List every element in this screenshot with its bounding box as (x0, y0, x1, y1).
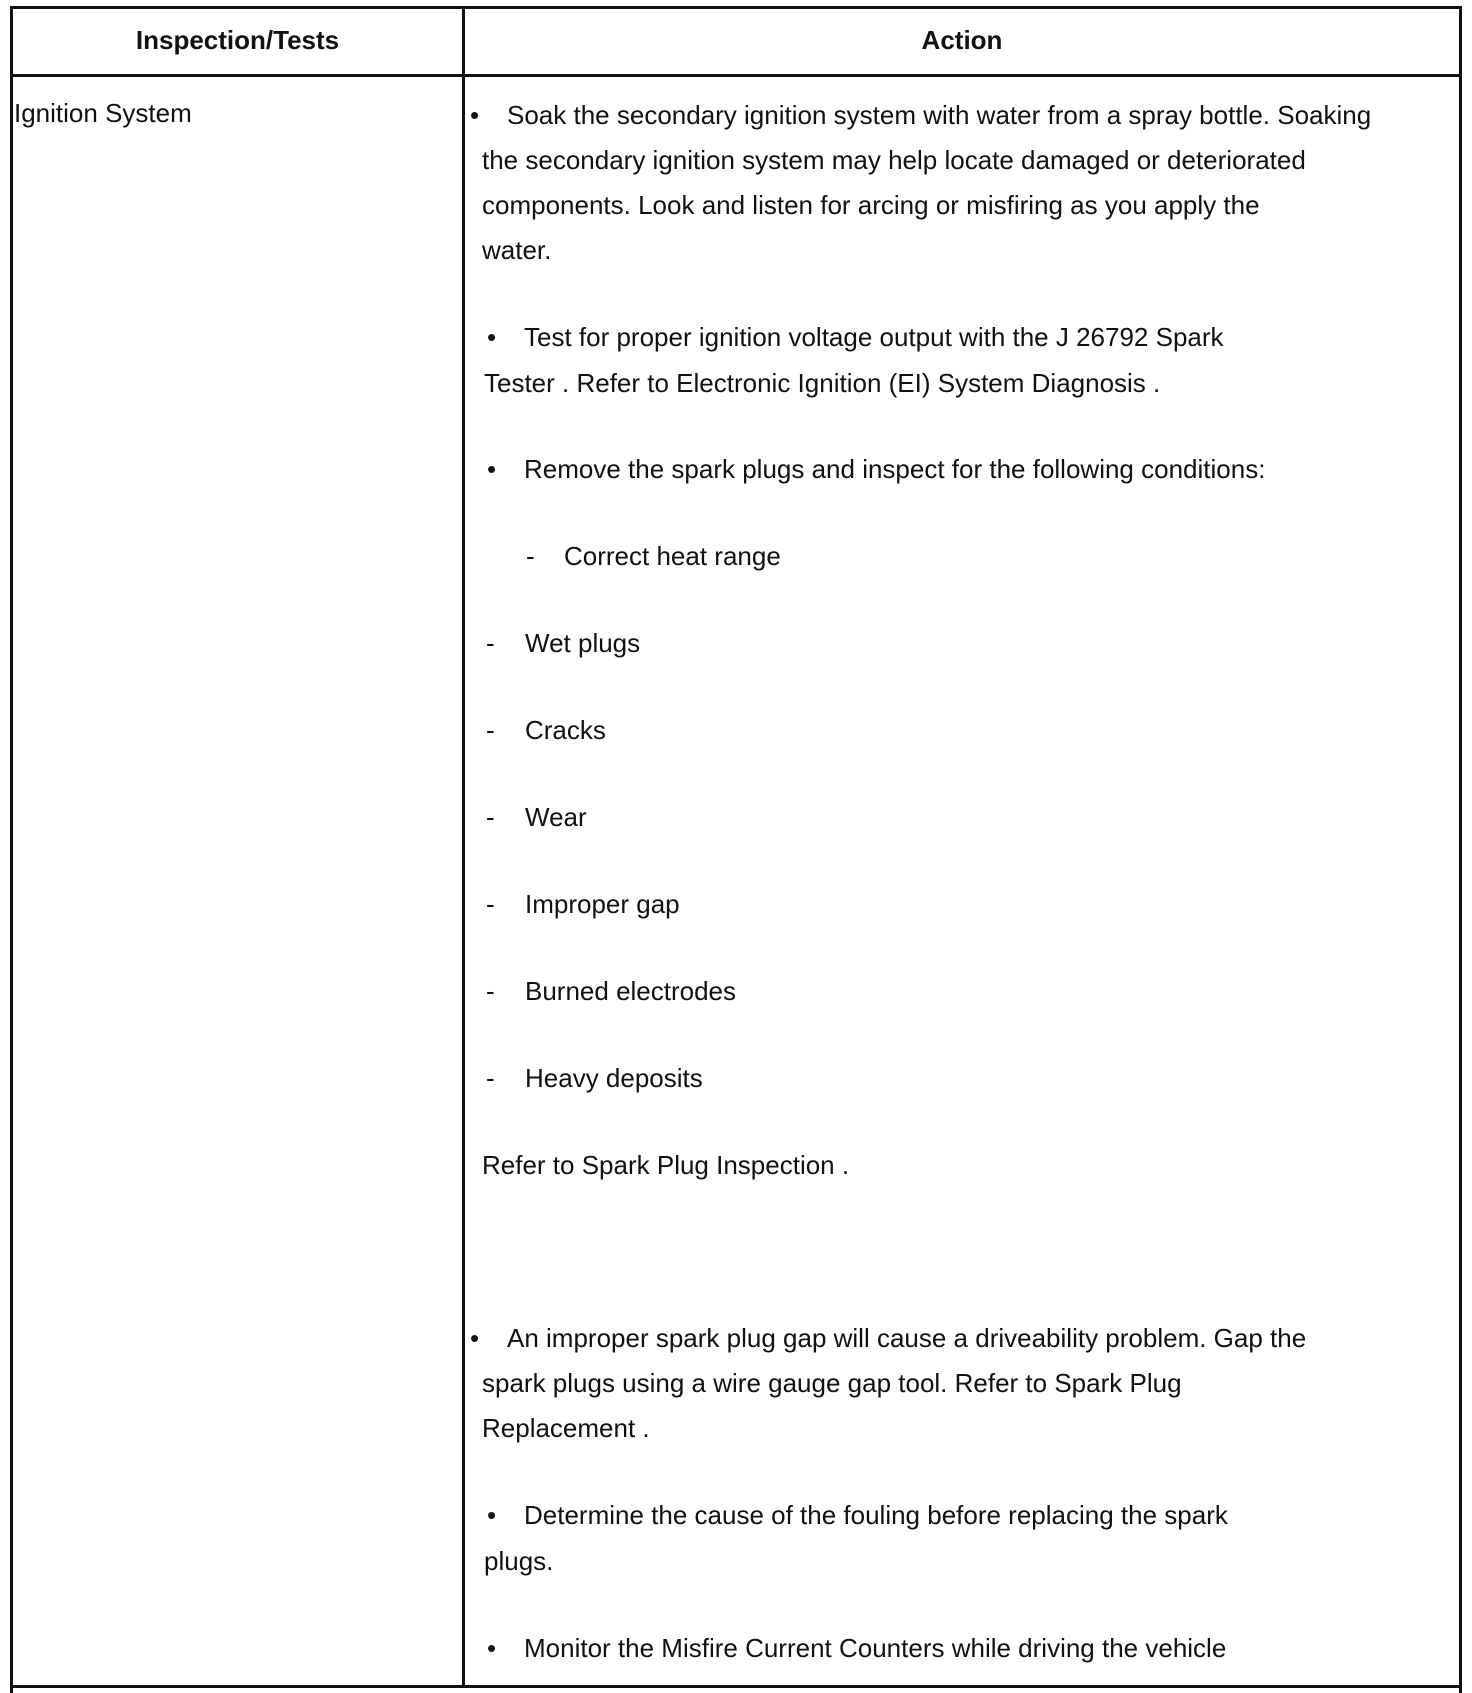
condition-3: Cracks (525, 715, 606, 745)
refer-spark-plug-inspection: Refer to Spark Plug Inspection . (482, 1150, 850, 1180)
header-action: Action (921, 25, 1003, 55)
condition-1: Correct heat range (564, 541, 781, 571)
header-divider (10, 74, 1462, 77)
condition-dash-7: - (486, 1063, 495, 1093)
action-item-5-line-1: Determine the cause of the fouling before replacing the spark (524, 1500, 1228, 1530)
condition-dash-3: - (486, 715, 495, 745)
action-item-1-line-2: the secondary ignition system may help locate damaged or deteriorated (482, 145, 1306, 175)
condition-dash-5: - (486, 889, 495, 919)
bullet-4: • (470, 1323, 480, 1353)
action-item-1-line-4: water. (482, 235, 552, 265)
action-item-1-line-1: Soak the secondary ignition system with water from a spray bottle. Soaking (507, 100, 1372, 130)
bullet-2: • (487, 322, 497, 352)
bullet-5: • (487, 1500, 497, 1530)
condition-2: Wet plugs (525, 628, 641, 658)
action-item-4-line-1: An improper spark plug gap will cause a driveability problem. Gap the (507, 1323, 1307, 1353)
action-item-2-line-2: Tester . Refer to Electronic Ignition (EI) System Diagnosis . (484, 368, 1161, 398)
condition-4: Wear (525, 802, 587, 832)
action-item-4-line-3: Replacement . (482, 1413, 650, 1443)
condition-dash-2: - (486, 628, 495, 658)
column-divider (462, 6, 465, 1688)
header-inspection-tests: Inspection/Tests (135, 25, 340, 55)
action-item-3: Remove the spark plugs and inspect for the following conditions: (524, 454, 1266, 484)
bullet-1: • (470, 100, 480, 130)
action-item-5-line-2: plugs. (484, 1546, 554, 1576)
bullet-3: • (487, 454, 497, 484)
condition-dash-1: - (526, 541, 535, 571)
action-item-6: Monitor the Misfire Current Counters while driving the vehicle (524, 1633, 1227, 1663)
cell-inspection: Ignition System (14, 98, 192, 128)
condition-dash-6: - (486, 976, 495, 1006)
bullet-6: • (487, 1633, 497, 1663)
condition-6: Burned electrodes (525, 976, 737, 1006)
condition-dash-4: - (486, 802, 495, 832)
condition-5: Improper gap (525, 889, 680, 919)
action-item-4-line-2: spark plugs using a wire gauge gap tool. Refer to Spark Plug (482, 1368, 1182, 1398)
action-item-1-line-3: components. Look and listen for arcing or misfiring as you apply the (482, 190, 1260, 220)
table-frame (10, 6, 1462, 1693)
action-item-2-line-1: Test for proper ignition voltage output with the J 26792 Spark (524, 322, 1224, 352)
condition-7: Heavy deposits (525, 1063, 703, 1093)
